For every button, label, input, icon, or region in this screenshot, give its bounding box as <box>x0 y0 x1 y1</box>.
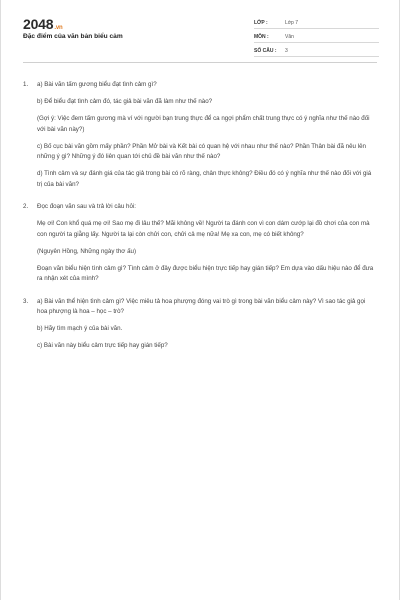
meta-value-class: Lớp 7 <box>285 20 299 26</box>
meta-label-class: LỚP : <box>254 20 268 26</box>
question-paragraph: Đoạn văn biểu hiện tình cảm gì? Tình cảm ở đây được biểu hiện trực tiếp hay gián tiếp? Em dựa vào dấu hiệu nào để đưa ra nhận xét của mình? <box>37 264 374 282</box>
document-title: Đặc điểm của văn bản biểu cảm <box>23 33 123 40</box>
question-number: 1. <box>23 81 29 88</box>
question-1 <box>23 80 377 190</box>
question-paragraph: d) Tình cảm và sự đánh giá của tác giả trong bài có rõ ràng, chân thực không? Điều đó có ý nghĩa như thế nào đối với giá trị của bài văn? <box>37 170 372 188</box>
logo-main: 2048 <box>23 16 54 32</box>
question-paragraph: (Nguyên Hồng, Những ngày thơ ấu) <box>37 247 137 255</box>
site-logo[interactable] <box>23 16 62 32</box>
question-number: 2. <box>23 203 29 210</box>
question-body <box>37 202 377 285</box>
question-paragraph: c) Bài văn này biểu cảm trực tiếp hay gián tiếp? <box>37 342 168 349</box>
header-divider <box>23 62 377 63</box>
question-body <box>37 80 377 190</box>
question-paragraph: c) Bố cục bài văn gồm mấy phần? Phần Mở bài và Kết bài có quan hệ với nhau như thế nào? Phần Thân bài đã nêu lên những ý gì? Những ý đó liên quan tới chủ đề bài văn như thế nào? <box>37 142 366 160</box>
question-paragraph: a) Bài văn tấm gương biểu đạt tình cảm gì? <box>37 81 157 88</box>
question-2 <box>23 202 377 285</box>
meta-value-count: 3 <box>285 48 288 54</box>
question-list <box>23 80 377 352</box>
question-number: 3. <box>23 297 29 305</box>
logo-domain: .vn <box>54 25 63 31</box>
meta-label-subject: MÔN : <box>254 34 269 40</box>
meta-row-class <box>254 15 379 29</box>
meta-value-subject: Văn <box>285 34 294 40</box>
question-paragraph: Đọc đoạn văn sau và trả lời câu hỏi: <box>37 203 136 210</box>
worksheet-header <box>1 0 399 62</box>
question-paragraph: (Gợi ý: Việc đem tấm gương mà ví với người bạn trung thực để ca ngợi phẩm chất trung thực có ý nghĩa như thế nào đối với bài văn này?) <box>37 115 370 133</box>
question-paragraph: a) Bài văn thể hiện tình cảm gì? Việc miêu tả hoa phượng đóng vai trò gì trong bài văn biểu cảm này? Vì sao tác giả gọi hoa phượng là hoa – học – trò? <box>37 297 366 315</box>
meta-table <box>254 15 379 57</box>
meta-label-count: SỐ CÂU : <box>254 48 277 54</box>
meta-row-count <box>254 43 379 57</box>
meta-row-subject <box>254 29 379 43</box>
question-body <box>37 297 377 352</box>
question-paragraph: b) Hãy tìm mạch ý của bài văn. <box>37 325 123 332</box>
question-3 <box>23 297 377 352</box>
question-paragraph: Mẹ ơi! Con khổ quá mẹ ơi! Sao mẹ đi lâu thế? Mãi không về! Người ta đánh con vì con dám cướp lại đồ chơi của con mà con người ta giằng lấy. Người ta lại còn chửi con, chửi cả mẹ nữa! Mẹ xa con, mẹ có biết không? <box>37 220 370 238</box>
question-paragraph: b) Để biểu đạt tình cảm đó, tác giả bài văn đã làm như thế nào? <box>37 98 213 105</box>
